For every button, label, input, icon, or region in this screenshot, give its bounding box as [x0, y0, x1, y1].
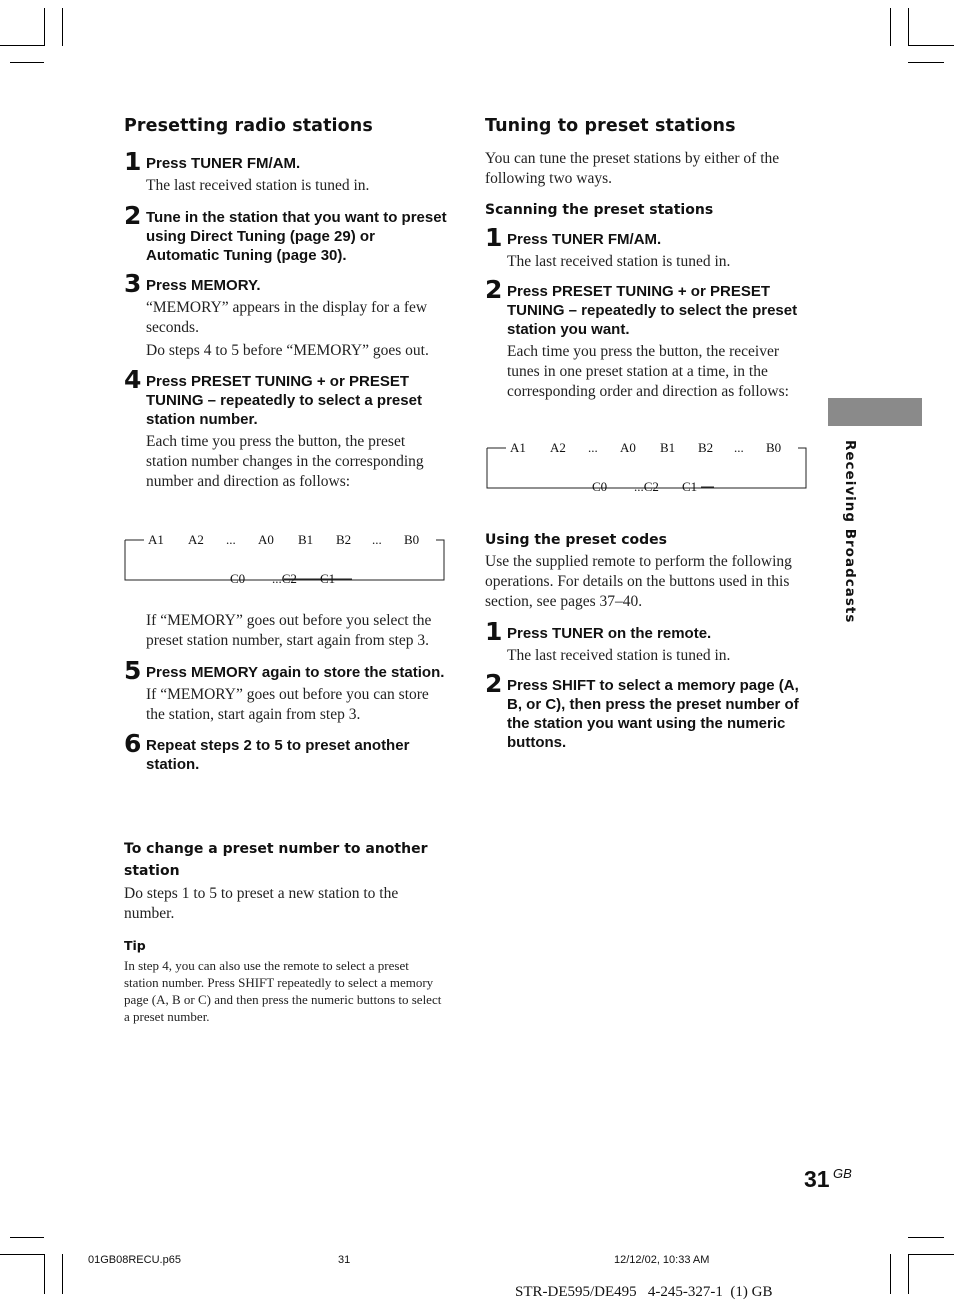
page-number-suffix: GB [833, 1166, 852, 1181]
crop-mark [890, 8, 891, 46]
diagram-label: ... [588, 440, 598, 455]
step-title: Press TUNER FM/AM. [507, 231, 662, 248]
diagram-label: C0 [230, 571, 246, 586]
diagram-label: C1 [320, 571, 336, 586]
footer-date: 12/12/02, 10:33 AM [614, 1254, 710, 1266]
step-body: Do steps 4 to 5 before “MEMORY” goes out. [146, 342, 429, 359]
subsection-title: Scanning the preset stations [485, 202, 714, 218]
diagram-label: ... [226, 532, 236, 547]
section-title: Tuning to preset stations [485, 116, 736, 136]
step-body: If “MEMORY” goes out before you can store the station, start again from step 3. [146, 686, 429, 723]
crop-mark [10, 1237, 44, 1238]
step-5 [124, 656, 448, 725]
diagram-label: A0 [620, 440, 636, 455]
tip-label: Tip [124, 938, 146, 953]
step-4 [124, 365, 448, 492]
step-body: The last received station is tuned in. [507, 253, 731, 270]
step-title: Press SHIFT to select a memory page (A, B, or C), then press the preset number of the station you want using the numeric buttons. [507, 677, 799, 751]
crop-mark [62, 8, 63, 46]
footer-file: 01GB08RECU.p65 [88, 1254, 181, 1266]
step-3 [124, 269, 448, 361]
diagram-label: B2 [698, 440, 714, 455]
right-column [485, 116, 809, 402]
step-title: Press PRESET TUNING + or PRESET TUNING – repeatedly to select a preset station number. [146, 373, 422, 428]
scan-step-2 [485, 275, 809, 402]
diagram-label: ... [734, 440, 744, 455]
diagram-label: B2 [336, 532, 352, 547]
crop-mark [10, 62, 44, 63]
step-title: Press TUNER on the remote. [507, 625, 712, 642]
step-title: Tune in the station that you want to preset using Direct Tuning (page 29) or Automatic Tuning (page 30). [146, 209, 447, 264]
step-number: 1 [124, 147, 142, 176]
crop-mark [0, 45, 44, 46]
diagram-label: C0 [592, 479, 608, 494]
diagram-label: B0 [404, 532, 420, 547]
crop-mark [908, 8, 909, 46]
diagram-label: B0 [766, 440, 782, 455]
step-title: Press MEMORY again to store the station. [146, 664, 445, 681]
diagram-label: B1 [660, 440, 676, 455]
subsection-title: To change a preset number to another station [124, 841, 428, 879]
step-number: 1 [485, 223, 503, 252]
subsection-body: Do steps 1 to 5 to preset a new station to the number. [124, 885, 399, 922]
footer-model: STR-DE595/DE495 4-245-327-1 (1) GB [515, 1284, 773, 1300]
step-number: 2 [485, 669, 503, 698]
left-column [124, 116, 448, 492]
intro-text: You can tune the preset stations by either of the following two ways. [485, 150, 780, 187]
code-step-2 [485, 669, 809, 752]
step-number: 2 [124, 201, 142, 230]
step-number: 3 [124, 269, 142, 298]
step-title: Press TUNER FM/AM. [146, 155, 301, 172]
crop-mark [908, 1237, 944, 1238]
crop-mark [44, 1254, 45, 1294]
step-number: 4 [124, 365, 142, 394]
step-body: Each time you press the button, the preset station number changes in the corresponding number and direction as follows: [146, 433, 424, 490]
footer-page: 31 [338, 1254, 351, 1266]
preset-cycle-diagram-right [486, 440, 808, 494]
preset-codes-section [485, 532, 809, 752]
preset-cycle-diagram-left [124, 532, 446, 586]
crop-mark [908, 62, 944, 63]
step-number: 6 [124, 729, 142, 758]
crop-mark [908, 1254, 954, 1255]
crop-mark [0, 1254, 44, 1255]
step-4-note: If “MEMORY” goes out before you select the preset station number, start again from step 3. [146, 612, 432, 649]
step-title: Press MEMORY. [146, 277, 261, 294]
diagram-label: ...C2 [634, 479, 659, 494]
crop-mark [908, 1254, 909, 1294]
step-number: 5 [124, 656, 142, 685]
crop-mark [44, 8, 45, 46]
step-title: Press PRESET TUNING + or PRESET TUNING – repeatedly to select the preset station you want. [507, 283, 798, 338]
scan-step-1 [485, 223, 809, 272]
step-body: “MEMORY” appears in the display for a few seconds. [146, 299, 428, 336]
step-number: 2 [485, 275, 503, 304]
crop-mark [890, 1254, 891, 1294]
step-6 [124, 729, 448, 774]
diagram-label: C1 [682, 479, 698, 494]
diagram-label: ...C2 [272, 571, 297, 586]
tip-body: In step 4, you can also use the remote to select a preset station number. Press SHIFT repeatedly to select a memory page (A, B or C) and then press the numeric buttons to select a preset number. [124, 958, 442, 1024]
diagram-label: A1 [510, 440, 526, 455]
subsection-title: Using the preset codes [485, 532, 667, 548]
diagram-label: A2 [188, 532, 204, 547]
code-step-1 [485, 617, 809, 666]
page-number: 31 [804, 1166, 830, 1192]
chapter-tab [828, 398, 922, 426]
subsection-body: Use the supplied remote to perform the following operations. For details on the buttons used in this section, see pages 37–40. [485, 553, 792, 610]
step-2 [124, 201, 448, 265]
diagram-label: ... [372, 532, 382, 547]
diagram-label: A2 [550, 440, 566, 455]
diagram-label: A1 [148, 532, 164, 547]
step-title: Repeat steps 2 to 5 to preset another station. [146, 737, 410, 773]
crop-mark [62, 1254, 63, 1294]
diagram-label: B1 [298, 532, 314, 547]
left-column-continued [124, 611, 448, 774]
step-number: 1 [485, 617, 503, 646]
chapter-label: Receiving Broadcasts [842, 440, 858, 624]
section-title: Presetting radio stations [124, 116, 373, 136]
step-body: Each time you press the button, the receiver tunes in one preset station at a time, in the corresponding order and direction as follows: [507, 343, 789, 400]
change-preset-section [124, 838, 444, 1025]
step-body: The last received station is tuned in. [146, 177, 370, 194]
step-body: The last received station is tuned in. [507, 647, 731, 664]
step-1 [124, 147, 448, 196]
diagram-label: A0 [258, 532, 274, 547]
crop-mark [908, 45, 954, 46]
